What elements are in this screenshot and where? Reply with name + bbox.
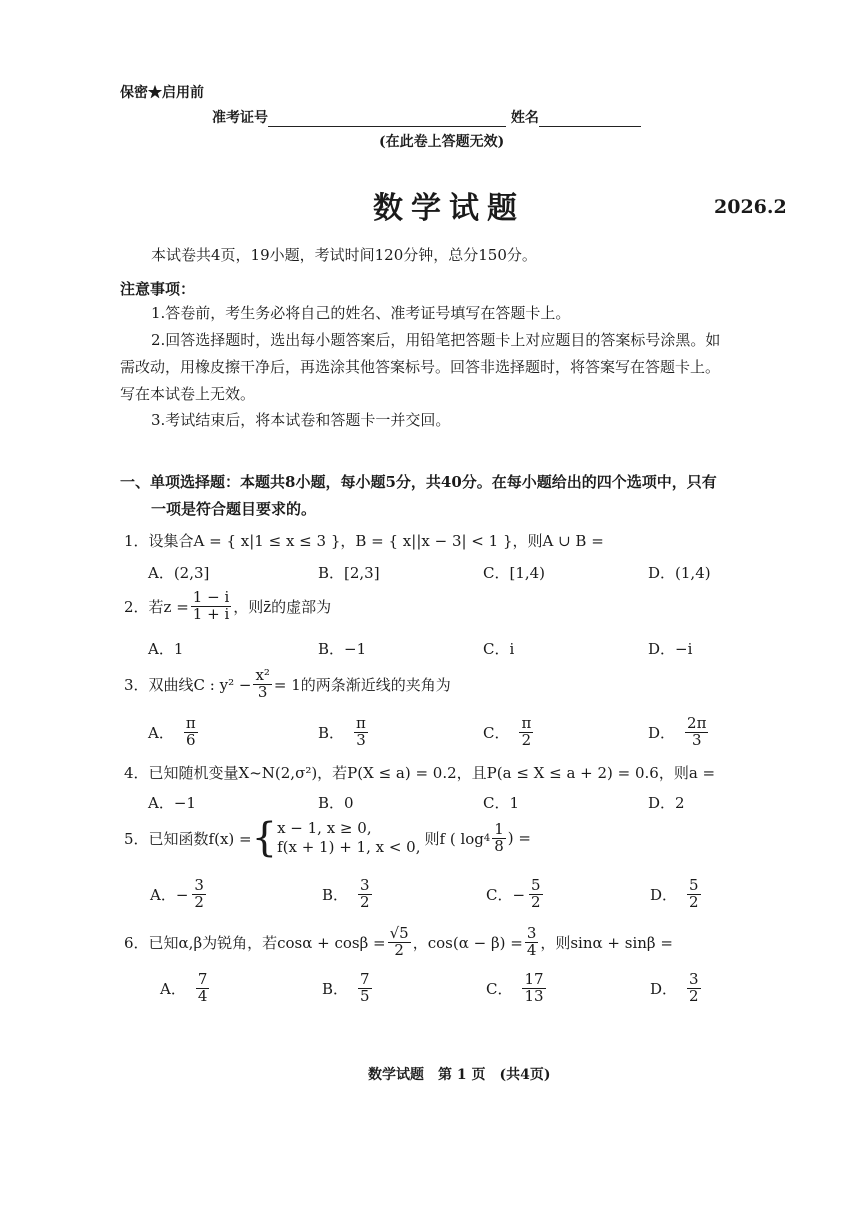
q3-post: = 1的两条渐近线的夹角为	[273, 675, 451, 694]
q2-pre: 2．若z =	[124, 597, 189, 616]
q6-mid: ，cos(α − β) =	[412, 933, 523, 952]
exam-id-label: 准考证号	[212, 110, 268, 126]
q3-d-label: D．	[648, 723, 676, 742]
exam-date: 2026.2	[714, 196, 787, 218]
q5-stem	[124, 815, 531, 861]
q5-case-2: f(x + 1) + 1, x < 0,	[277, 838, 421, 856]
note-3: 3.考试结束后，将本试卷和答题卡一并交回。	[151, 411, 451, 429]
q6-a-label: A．	[160, 979, 186, 998]
q5-b-label: B．	[322, 885, 349, 904]
q6-b-den: 5	[360, 986, 370, 1005]
q1-option-d: D．(1,4)	[648, 564, 711, 582]
q2-stem	[124, 590, 331, 623]
q3-fraction	[253, 668, 271, 701]
q3-c-den: 2	[521, 730, 532, 749]
q6-den2: 4	[526, 940, 537, 959]
q5-option-b	[322, 878, 374, 911]
q2-fraction	[191, 590, 231, 623]
q5-option-a	[150, 878, 208, 911]
q5-b-num: 3	[360, 876, 370, 894]
q6-d-num: 3	[689, 970, 699, 988]
q5-a-label: A．−	[150, 885, 189, 904]
q1-option-a: A．(2,3]	[148, 564, 210, 582]
q5-d-num: 5	[689, 876, 699, 894]
page-title: 数学试题	[373, 191, 525, 226]
q3-stem	[124, 668, 451, 701]
q5-c-label: C．−	[486, 885, 526, 904]
note-2-line-2: 需改动，用橡皮擦干净后，再选涂其他答案标号。回答非选择题时，将答案写在答题卡上。	[120, 358, 721, 376]
q1-stem: 1．设集合A = { x|1 ≤ x ≤ 3 }，B = { x||x − 3| < 1 }，则A ∪ B =	[124, 532, 604, 550]
q5-brace: {	[251, 815, 278, 861]
q5-post: ) =	[507, 829, 531, 847]
q3-option-a	[148, 716, 200, 749]
intro-text: 本试卷共4页，19小题，考试时间120分钟，总分150分。	[151, 246, 537, 264]
q5-log-base: 4	[483, 832, 491, 844]
q3-a-den: 6	[186, 730, 196, 749]
q6-c-label: C．	[486, 979, 513, 998]
q3-den: 3	[257, 682, 268, 701]
q6-num2: 3	[526, 924, 537, 942]
q6-a-num: 7	[197, 970, 208, 988]
q3-a-num: π	[185, 714, 196, 732]
q5-d-label: D．	[650, 885, 678, 904]
q6-post: ，则sinα + sinβ =	[540, 933, 673, 952]
q1-option-c: C．[1,4)	[483, 564, 546, 582]
q3-b-num: π	[356, 714, 366, 732]
notes-heading: 注意事项：	[120, 280, 196, 298]
q3-d-num: 2π	[687, 714, 707, 732]
section-1-line-2: 一项是符合题目要求的。	[151, 500, 317, 518]
q6-c-num: 17	[524, 970, 544, 988]
q6-pre: 6．已知α,β为锐角，若cosα + cosβ =	[124, 933, 386, 952]
q4-option-b: B．0	[318, 794, 354, 812]
q5-num: 1	[494, 819, 504, 838]
q6-fraction-1	[388, 926, 411, 959]
q5-case-1: x − 1, x ≥ 0,	[277, 818, 372, 837]
q4-option-a: A．−1	[148, 794, 196, 812]
q2-den: 1 + i	[192, 604, 230, 623]
note-2-line-3: 写在本试卷上无效。	[120, 385, 256, 403]
q6-d-den: 2	[689, 986, 699, 1005]
q5-c-den: 2	[531, 892, 541, 911]
q4-option-c: C．1	[483, 794, 520, 812]
q5-fraction	[492, 819, 506, 855]
q6-b-num: 7	[360, 970, 370, 988]
q6-d-label: D．	[650, 979, 678, 998]
q6-option-a	[160, 972, 211, 1005]
note-1: 1.答卷前，考生务必将自己的姓名、准考证号填写在答题卡上。	[151, 304, 571, 322]
q5-mid: 则f ( log	[424, 829, 484, 848]
q3-b-den: 3	[356, 730, 366, 749]
name-blank	[539, 126, 641, 127]
q2-option-d: D．−i	[648, 640, 693, 658]
q2-option-c: C．i	[483, 640, 515, 658]
q3-option-d	[648, 716, 710, 749]
q5-piecewise	[277, 819, 420, 858]
q5-b-den: 2	[360, 892, 370, 911]
q3-c-num: π	[521, 714, 532, 732]
q5-d-den: 2	[689, 892, 699, 911]
q5-pre: 5．已知函数f(x) =	[124, 829, 252, 848]
q5-option-c	[486, 878, 545, 911]
q5-a-den: 2	[194, 892, 204, 911]
page-footer: 数学试题 第 1 页 (共4页)	[368, 1067, 551, 1083]
q4-stem: 4．已知随机变量X~N(2,σ²)，若P(X ≤ a) = 0.2，且P(a ≤ X ≤ a + 2) = 0.6，则a =	[124, 764, 716, 782]
q3-c-label: C．	[483, 723, 510, 742]
q2-num: 1 − i	[192, 588, 230, 606]
q3-a-label: A．	[148, 723, 174, 742]
q5-c-num: 5	[531, 876, 541, 894]
q3-pre: 3．双曲线C : y² −	[124, 675, 252, 694]
q5-den: 8	[494, 836, 504, 855]
q2-option-a: A．1	[148, 640, 184, 658]
exam-id-blank	[268, 126, 506, 127]
q6-num: √5	[389, 924, 409, 942]
q3-option-c	[483, 716, 535, 749]
q6-b-label: B．	[322, 979, 349, 998]
confidential-label: 保密★启用前	[120, 85, 204, 101]
q6-option-b	[322, 972, 374, 1005]
q5-a-num: 3	[194, 876, 204, 894]
q3-d-den: 3	[691, 730, 702, 749]
q6-option-c	[486, 972, 548, 1005]
q4-option-d: D．2	[648, 794, 685, 812]
q3-option-b	[318, 716, 370, 749]
q6-option-d	[650, 972, 703, 1005]
q6-fraction-2	[525, 926, 539, 959]
q6-stem	[124, 926, 673, 959]
exam-id-row	[212, 107, 641, 127]
q1-option-b: B．[2,3]	[318, 564, 380, 582]
q6-den: 2	[394, 940, 404, 959]
section-1-line-1: 一、单项选择题：本题共8小题，每小题5分，共40分。在每小题给出的四个选项中，只有	[120, 473, 717, 491]
name-label: 姓名	[510, 110, 539, 126]
q3-b-label: B．	[318, 723, 345, 742]
q2-post: ，则z̄的虚部为	[233, 597, 332, 616]
q2-option-b: B．−1	[318, 640, 367, 658]
invalid-note: (在此卷上答题无效)	[379, 134, 505, 150]
q3-num: x²	[255, 666, 270, 684]
q6-a-den: 4	[197, 986, 208, 1005]
note-2-line-1: 2.回答选择题时，选出每小题答案后，用铅笔把答题卡上对应题目的答案标号涂黑。如	[151, 331, 721, 349]
q5-option-d	[650, 878, 703, 911]
q6-c-den: 13	[524, 986, 544, 1005]
